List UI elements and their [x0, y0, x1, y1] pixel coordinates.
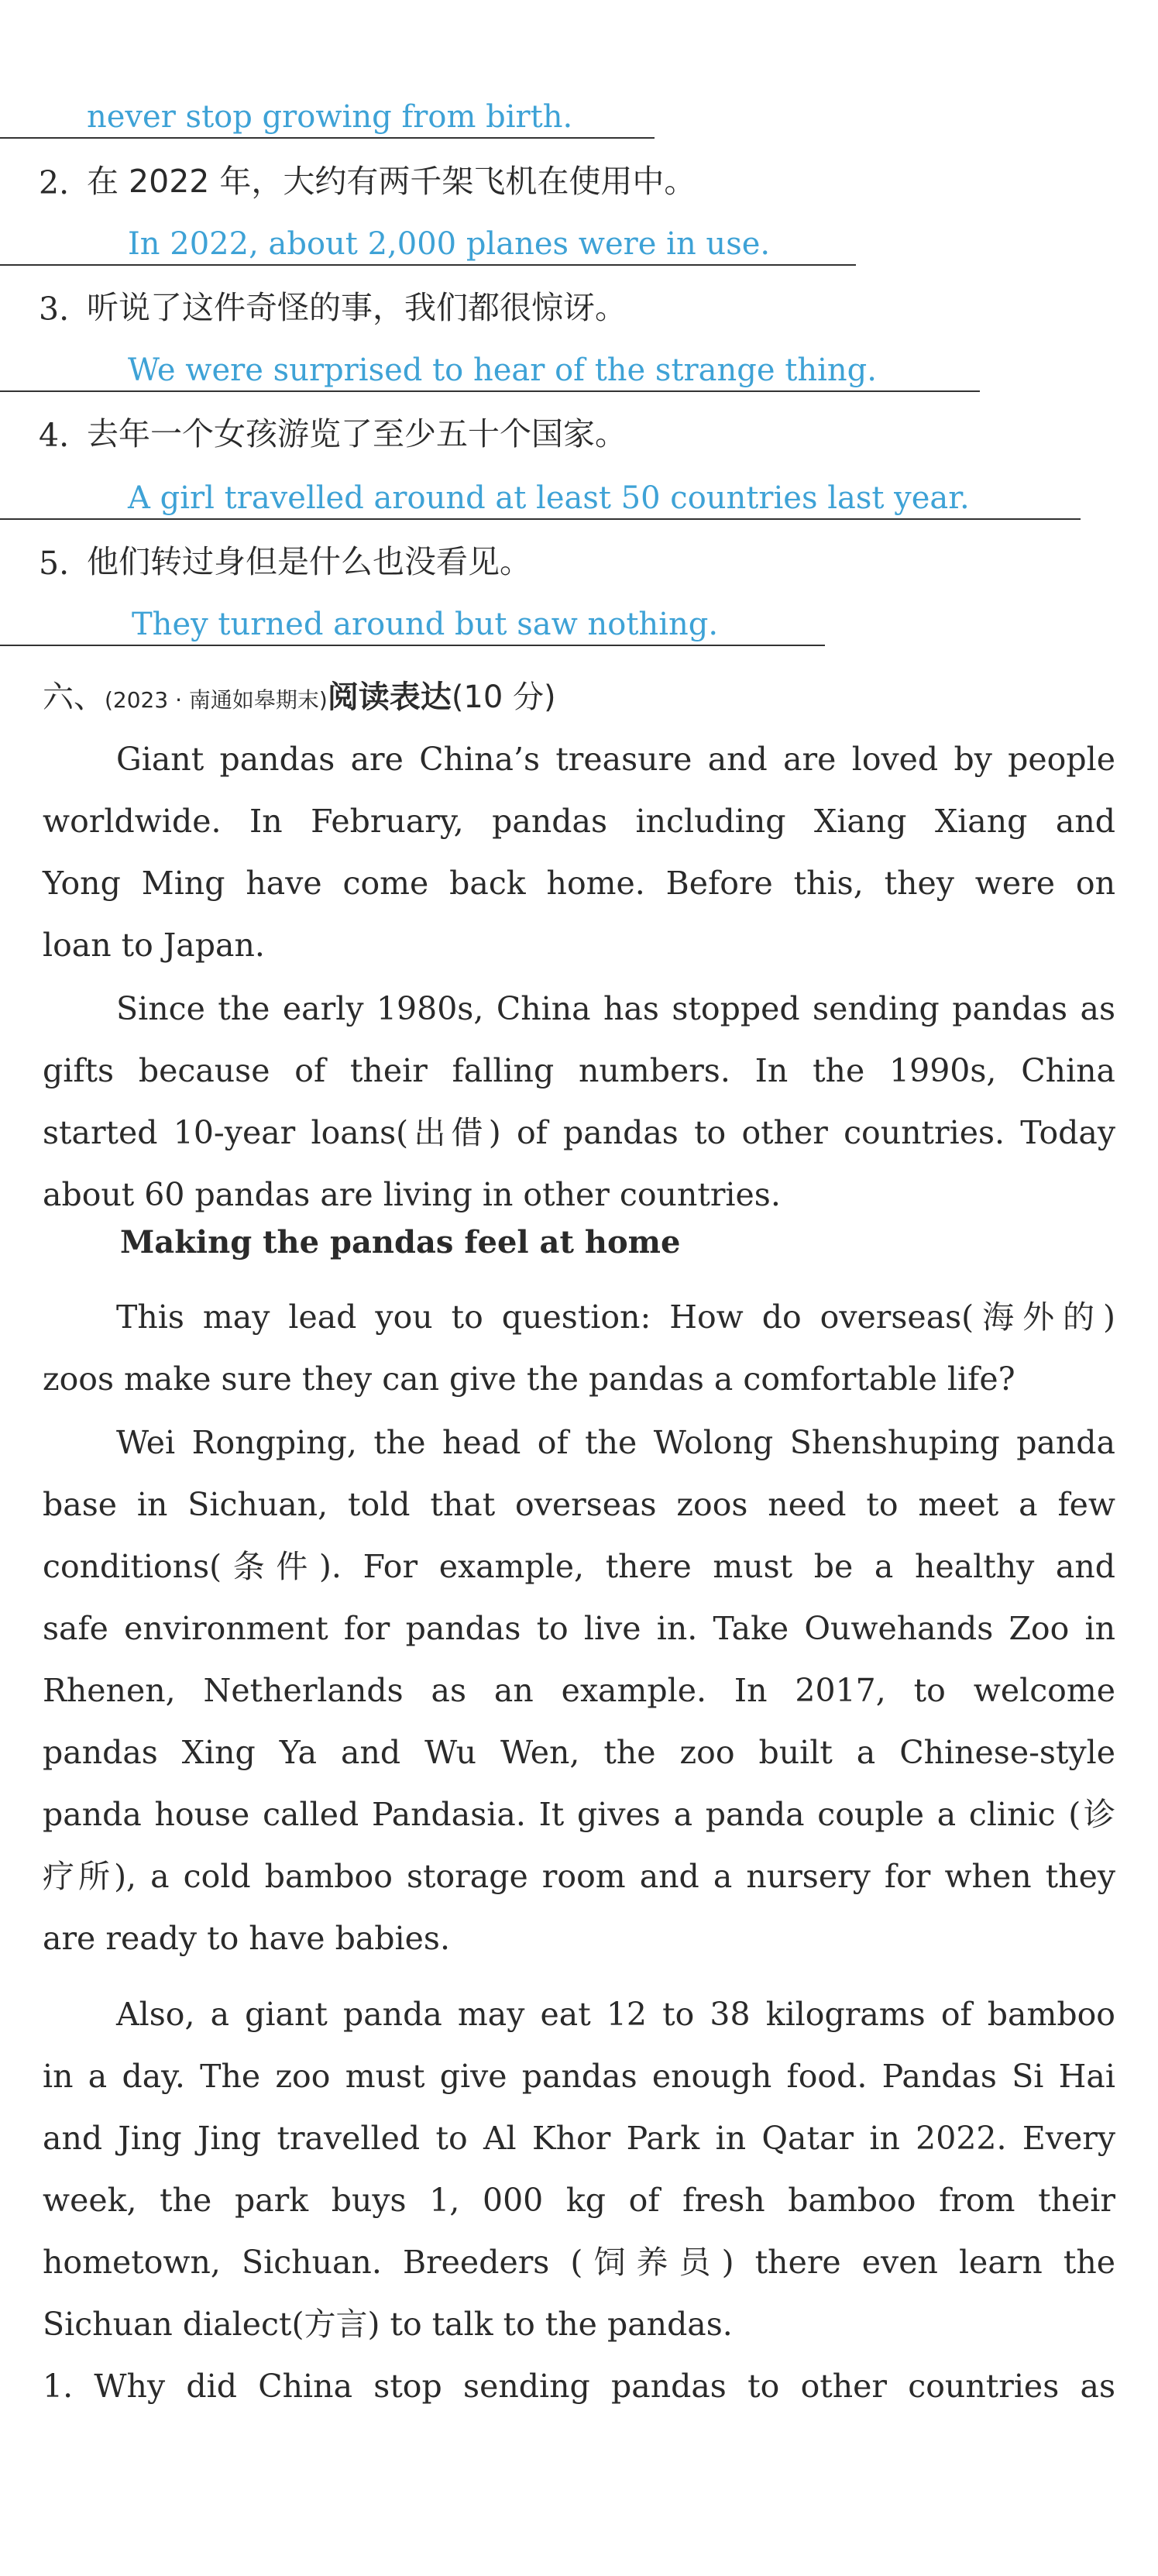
- section-number: 六、: [43, 679, 105, 715]
- answer-line-4: A girl travelled around at least 50 countries last year.: [0, 480, 1081, 520]
- text-line: Since the early 1980s, China has stopped sending pandas as: [116, 990, 1115, 1027]
- text-line: base in Sichuan, told that overseas zoos need to meet a few: [43, 1486, 1115, 1523]
- text-line: hometown, Sichuan. Breeders (饲养员) there even learn the: [43, 2244, 1115, 2281]
- text-line: Yong Ming have come back home. Before this, they were on: [43, 865, 1115, 902]
- item-prompt-4: 去年一个女孩游览了至少五十个国家。: [87, 415, 627, 452]
- text-line: conditions(条件). For example, there must be a healthy and: [43, 1548, 1115, 1585]
- section-title: 阅读表达: [327, 679, 452, 715]
- text-line: worldwide. In February, pandas including Xiang Xiang and: [43, 803, 1115, 840]
- paragraph-4: [43, 1412, 1115, 1969]
- text-line: zoos make sure they can give the pandas a comfortable life?: [43, 1360, 1015, 1398]
- item-number-5: 5.: [39, 545, 70, 582]
- text-line: Sichuan dialect(方言) to talk to the pandas.: [43, 2306, 733, 2343]
- item-number-3: 3.: [39, 291, 70, 328]
- item-prompt-3: 听说了这件奇怪的事，我们都很惊讶。: [87, 289, 627, 326]
- text-line: Wei Rongping, the head of the Wolong Shenshuping panda: [116, 1424, 1115, 1461]
- passage-subheading: Making the pandas feel at home: [120, 1224, 681, 1260]
- question-1: [43, 2355, 1115, 2417]
- question-text: 1. Why did China stop sending pandas to other countries as: [43, 2368, 1115, 2405]
- paragraph-1: [43, 728, 1115, 976]
- text-line: panda house called Pandasia. It gives a panda couple a clinic (诊: [43, 1796, 1115, 1833]
- text-line: and Jing Jing travelled to Al Khor Park in Qatar in 2022. Every: [43, 2120, 1115, 2157]
- text-line: started 10-year loans(出借) of pandas to other countries. Today: [43, 1114, 1115, 1151]
- text-line: in a day. The zoo must give pandas enough food. Pandas Si Hai: [43, 2058, 1115, 2095]
- item-prompt-2: 在 2022 年，大约有两千架飞机在使用中。: [87, 163, 696, 200]
- answer-line-3: We were surprised to hear of the strange thing.: [0, 353, 980, 392]
- text-line: safe environment for pandas to live in. Take Ouwehands Zoo in: [43, 1610, 1115, 1647]
- text-line: gifts because of their falling numbers. In the 1990s, China: [43, 1052, 1115, 1089]
- paragraph-5: [43, 1983, 1115, 2355]
- item-prompt-5: 他们转过身但是什么也没看见。: [87, 543, 531, 580]
- item-number-2: 2.: [39, 164, 70, 201]
- section-score: (10 分): [451, 679, 556, 715]
- answer-line-5: They turned around but saw nothing.: [0, 607, 825, 646]
- paragraph-2: [43, 978, 1115, 1226]
- text-line: week, the park buys 1, 000 kg of fresh bamboo from their: [43, 2182, 1115, 2219]
- answer-line-2: In 2022, about 2,000 planes were in use.: [0, 226, 856, 266]
- text-line: This may lead you to question: How do overseas(海外的): [116, 1298, 1115, 1336]
- text-line: Rhenen, Netherlands as an example. In 2017, to welcome: [43, 1672, 1115, 1709]
- item-number-4: 4.: [39, 417, 70, 454]
- section-source: (2023 · 南通如皋期末): [105, 687, 328, 713]
- text-line: 疗所), a cold bamboo storage room and a nursery for when they: [43, 1858, 1115, 1895]
- section-heading: [43, 672, 556, 717]
- text-line: Also, a giant panda may eat 12 to 38 kilograms of bamboo: [116, 1996, 1115, 2033]
- text-line: loan to Japan.: [43, 927, 265, 964]
- answer-line-1: never stop growing from birth.: [0, 99, 655, 139]
- text-line: pandas Xing Ya and Wu Wen, the zoo built a Chinese-style: [43, 1734, 1115, 1771]
- text-line: about 60 pandas are living in other countries.: [43, 1176, 781, 1213]
- paragraph-3: [43, 1286, 1115, 1410]
- text-line: Giant pandas are China’s treasure and are loved by people: [116, 741, 1115, 778]
- text-line: are ready to have babies.: [43, 1920, 450, 1957]
